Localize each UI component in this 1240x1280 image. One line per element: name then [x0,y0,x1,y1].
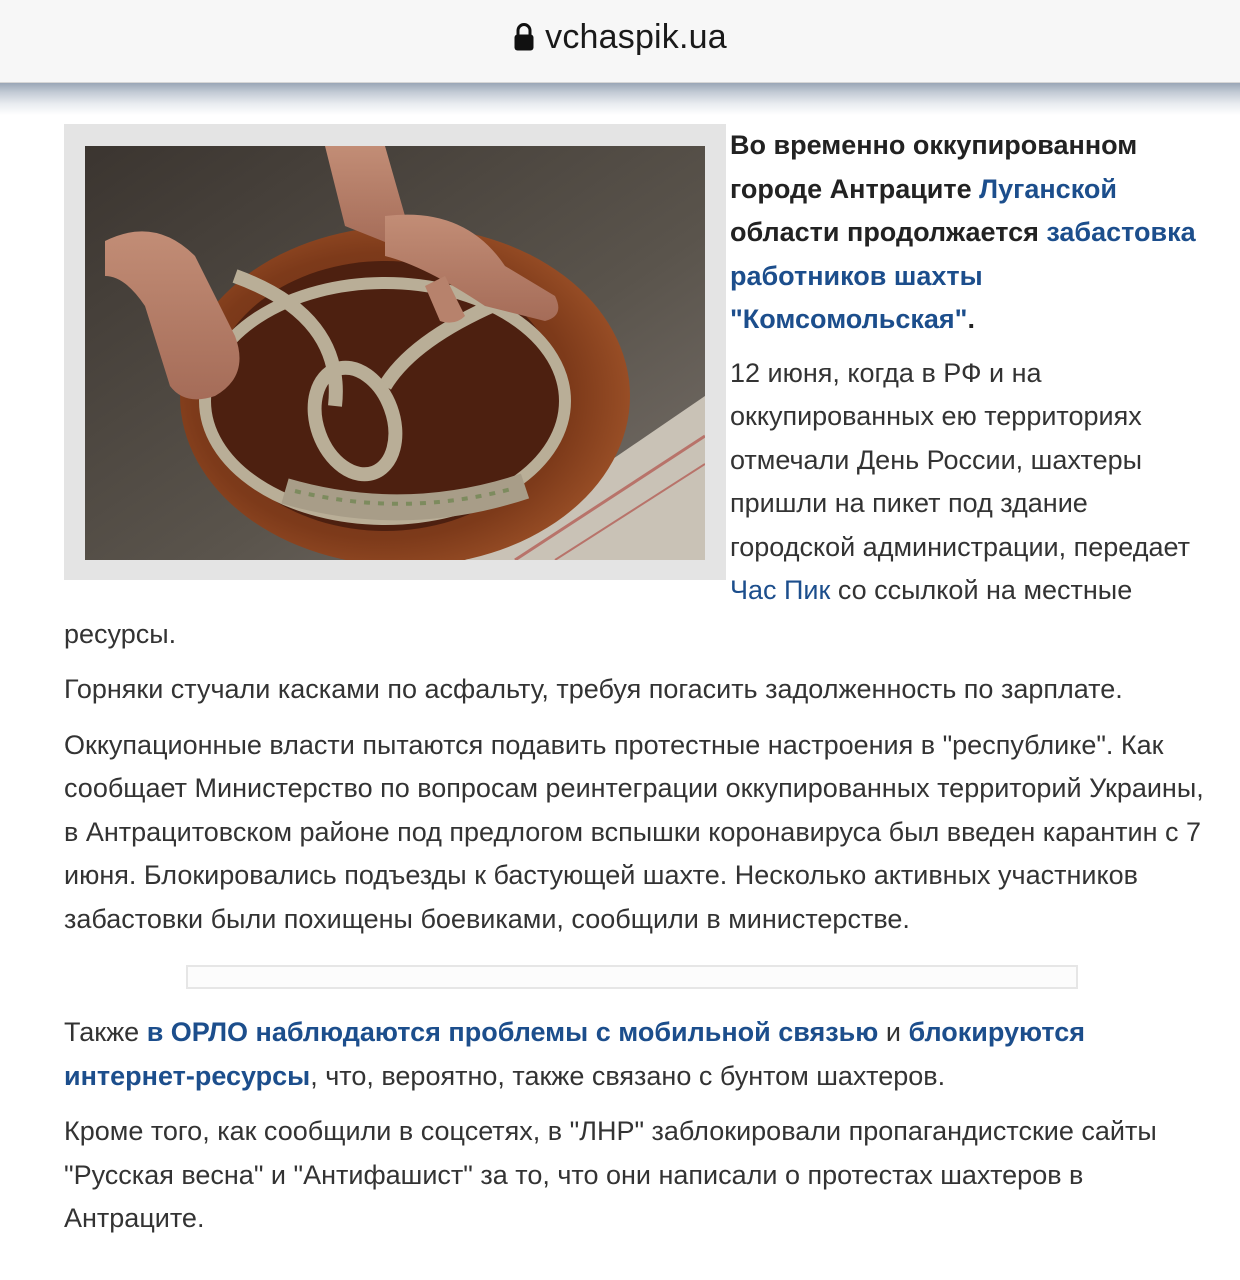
article-figure [64,124,726,580]
lock-icon [513,22,535,52]
lead-text-3: . [967,304,975,334]
p1-text-2: со ссылкой на местные ресурсы. [64,575,1133,649]
p4-text-1: Также [64,1017,147,1047]
link-mobile-problems[interactable]: в ОРЛО наблюдаются проблемы с мобильной связью [146,1017,879,1047]
lead-text-2: области продолжается [730,217,1047,247]
p4-text-3: , что, вероятно, также связано с бунтом шахтеров. [310,1060,946,1091]
link-internet-blocked[interactable]: блокируются интернет-ресурсы [64,1017,1086,1091]
toolbar-shadow [0,83,1240,115]
paragraph-3: Оккупационные власти пытаются подавить протестные настроения в "республике". Как сообщает Министерство по вопросам реинтеграции оккупированных территорий Украины, в Антрацитовском районе под предлогом вспышки коронавируса был введен карантин с 7 июня. Блокировались подъезды к бастующей шахте. Несколько активных участников забастовки были похищены боевиками, сообщили в министерстве. [64,729,1204,934]
paragraph-4 [64,1011,1214,1098]
ad-placeholder [186,965,1078,989]
paragraph-5: Кроме того, как сообщили в соцсетях, в "ЛНР" заблокировали пропагандистские сайты "Русская весна" и "Антифашист" за то, что они написали о протестах шахтеров в Антраците. [64,1116,1157,1233]
p1-text-1: 12 июня, когда в РФ и на оккупированных ею территориях отмечали День России, шахтеры пришли на пикет под здание городской администрации, передает [730,357,1190,562]
browser-address-bar[interactable] [0,0,1240,83]
p4-text-2: и [878,1017,909,1047]
miner-helmet-photo [85,146,705,560]
lead-text-1: Во временно оккупированном городе Антраците [730,130,1138,204]
link-strike-komsomolskaya[interactable]: забастовка работников шахты "Комсомольская" [730,217,1196,334]
paragraph-2: Горняки стучали касками по асфальту, требуя погасить задолженность по зарплате. [64,674,1123,704]
url-text: vchaspik.ua [545,17,727,56]
article-body [64,124,1214,1253]
link-chas-pik[interactable]: Час Пик [730,575,831,605]
link-luganskaya[interactable]: Луганской [979,173,1117,204]
